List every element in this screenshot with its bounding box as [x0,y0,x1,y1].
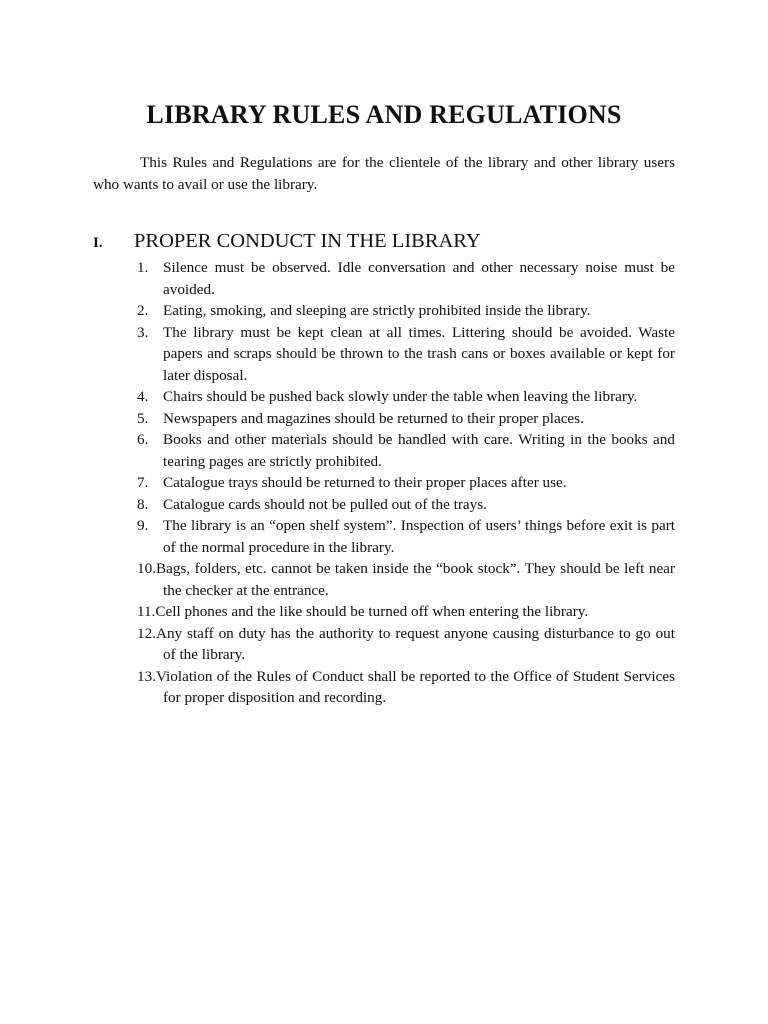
rule-text: Catalogue cards should not be pulled out of the trays. [163,495,487,513]
rule-item [137,300,675,322]
rule-text: Cell phones and the like should be turned off when entering the library. [155,603,589,620]
rule-number: 9. [137,517,149,534]
rule-text: The library is an “open shelf system”. Inspection of users’ things before exit is part of the normal procedure in the library. [163,517,675,556]
rule-text: Chairs should be pushed back slowly under the table when leaving the library. [163,388,638,405]
rule-number: 11. [137,603,156,620]
rule-number: 2. [137,302,149,319]
rule-number: 6. [137,431,149,448]
rule-item [137,322,675,387]
rules-list [137,257,675,709]
rule-text: Newspapers and magazines should be returned to their proper places. [163,409,584,427]
rule-number: 7. [137,474,149,491]
rule-item [137,408,675,430]
rule-text: Catalogue trays should be returned to their proper places after use. [163,474,567,491]
rule-text: Silence must be observed. Idle conversation and other necessary noise must be avoided. [163,259,675,298]
rule-item [137,623,675,666]
intro-paragraph: This Rules and Regulations are for the clientele of the library and other library users who wants to avail or use the library. [93,154,675,193]
rule-text: The library must be kept clean at all times. Littering should be avoided. Waste papers and scraps should be thrown to the trash cans or boxes available or kept for later disposal. [163,323,675,384]
rule-text: Eating, smoking, and sleeping are strictly prohibited inside the library. [163,302,591,319]
rule-number: 4. [137,388,149,405]
section-numeral: I. [93,235,103,251]
rule-text: Any staff on duty has the authority to request anyone causing disturbance to go out of the library. [155,624,675,663]
rule-item [137,494,675,516]
rule-number: 10. [137,560,156,577]
rule-item [137,257,675,300]
section-heading [93,230,693,253]
rule-item [137,515,675,558]
rule-item [137,472,675,494]
document-title: LIBRARY RULES AND REGULATIONS [146,100,622,129]
rule-text: Books and other materials should be handled with care. Writing in the books and tearing pages are strictly prohibited. [163,431,675,470]
rule-number: 12. [137,624,156,642]
rule-number: 8. [137,495,149,513]
rule-text: Violation of the Rules of Conduct shall be reported to the Office of Student Services for proper disposition and recording. [155,667,675,706]
rule-item [137,429,675,472]
rule-item [137,601,675,623]
rule-item [137,386,675,408]
rule-item [137,666,675,709]
rule-number: 1. [137,259,149,276]
rule-number: 3. [137,323,149,341]
section-title: PROPER CONDUCT IN THE LIBRARY [134,230,481,252]
rule-number: 13. [137,667,156,685]
rule-item [137,558,675,601]
rule-number: 5. [137,409,149,427]
rule-text: Bags, folders, etc. cannot be taken inside the “book stock”. They should be left near the checker at the entrance. [155,560,675,599]
